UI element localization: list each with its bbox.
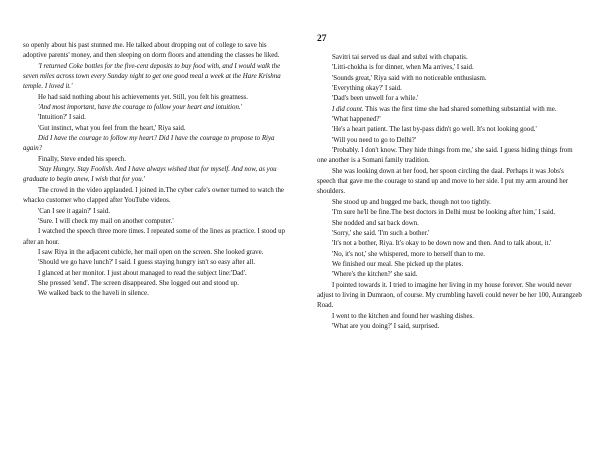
paragraph: Savitri tai served us daal and subzi with chapatis. <box>332 54 468 61</box>
paragraph: 'What happened?' <box>332 116 381 124</box>
paragraph: 'Everything okay?' I said. <box>332 85 402 93</box>
paragraph: I glanced at her monitor. I just about managed to read the subject line:'Dad'. <box>38 269 247 277</box>
paragraph: 'And most important, have the courage to follow your heart and intuition.' <box>38 104 243 112</box>
paragraph: 'Gut instinct, what you feel from the heart,' Riya said. <box>38 124 186 132</box>
paragraph: 'Sure. I will check my mail on another computer.' <box>38 217 174 225</box>
paragraph: 'Probably. I don't know. They hide things from me,' she said. I guess hiding things from one another is a Somani family tradition. <box>317 147 573 165</box>
paragraph: We walked back to the haveli in silence. <box>38 290 149 298</box>
paragraph: 'It's not a bother, Riya. It's okay to be down now and then. And to talk about, it.' <box>332 240 552 248</box>
paragraph: Did I have the courage to follow my heart? Did I have the courage to propose to Riya again? <box>23 135 275 153</box>
paragraph: 'Sorry,' she said. 'I'm such a bother.' <box>332 229 430 237</box>
paragraph: She stood up and hugged me back, though not too tightly. <box>332 198 491 206</box>
paragraph: 'Intuition?' I said. <box>38 114 86 122</box>
paragraph: 'He's a heart patient. The last by-pass didn't go well. It's not looking good.' <box>332 126 537 134</box>
paragraph: He had said nothing about his achievements yet. Still, you felt his greatness. <box>38 93 248 101</box>
paragraph: 'What are you doing?' I said, surprised. <box>332 322 440 330</box>
paragraph: 'Can I see it again?' I said. <box>38 207 110 215</box>
paragraph: I watched the speech three more times. I repeated some of the lines as practice. I stood up after an hour. <box>23 228 286 246</box>
paragraph: 'I'm sure he'll be fine.The best doctors in Delhi must be looking after him,' I said. <box>332 209 556 217</box>
paragraph: We finished our meal. She picked up the plates. <box>332 260 464 268</box>
chapter-number: 27 <box>317 34 327 44</box>
paragraph: 'Will you need to go to Delhi?' <box>332 136 417 144</box>
paragraph: 'Should we go have lunch?' I said. I guess staying hungry isn't so easy after all. <box>38 259 256 267</box>
paragraph: She pressed 'send'. The screen disappeared. She logged out and stood up. <box>38 279 239 287</box>
paragraph: I went to the kitchen and found her washing dishes. <box>332 312 474 320</box>
paragraph: She nodded and sat back down. <box>332 219 419 227</box>
paragraph: 'Stay Hungry. Stay Foolish. And I have always wished that for myself. And now, as you graduate to begin anew, I wish that for you.' <box>23 166 277 184</box>
paragraph: 'I returned Coke bottles for the five-cent deposits to buy food with, and I would walk the seven miles across town every Sunday night to get one good meal a week at the Hare Krishna temple. I loved it.' <box>23 62 281 91</box>
paragraph <box>317 105 583 115</box>
paragraph: I pointed towards it. I tried to imagine her living in my house forever. She would never adjust to living in Dumraon, of course. My crumbling haveli could never be her 100, Aurangzeb Road. <box>317 281 582 310</box>
paragraph: so openly about his past stunned me. He talked about dropping out of college to save his adoptive parents' money, and then sleeping on dorm floors and attending the classes he liked. <box>23 42 280 60</box>
paragraph: 'Where's the kitchen?' she said. <box>332 271 418 279</box>
paragraph: Finally, Steve ended his speech. <box>38 155 126 163</box>
paragraph: The crowd in the video applauded. I joined in.The cyber cafe's owner turned to watch the whacko customer who clapped after YouTube videos. <box>23 186 284 205</box>
paragraph: 'Dad's been unwell for a while.' <box>332 95 419 103</box>
paragraph: 'Litti-chokha is for dinner, when Ma arrives,' I said. <box>332 64 474 72</box>
left-page-text <box>23 41 288 300</box>
right-page-text <box>317 53 583 332</box>
paragraph: She was looking down at her food, her spoon circling the daal. Perhaps it was Jobs's speech that gave me the courage to stand up and move to her side. I put my arm around her shoulders. <box>317 167 569 196</box>
paragraph-italic-part: I did count. <box>332 105 364 113</box>
left-page <box>23 41 288 465</box>
paragraph: 'No, it's not,' she whispered, more to herself than to me. <box>332 250 485 258</box>
right-page <box>317 34 583 458</box>
paragraph: I saw Riya in the adjacent cubicle, her mail open on the screen. She looked grave. <box>38 248 264 256</box>
paragraph-text: This was the first time she had shared something substantial with me. <box>363 105 557 113</box>
paragraph: 'Sounds great,' Riya said with no noticeable enthusiasm. <box>332 74 487 82</box>
